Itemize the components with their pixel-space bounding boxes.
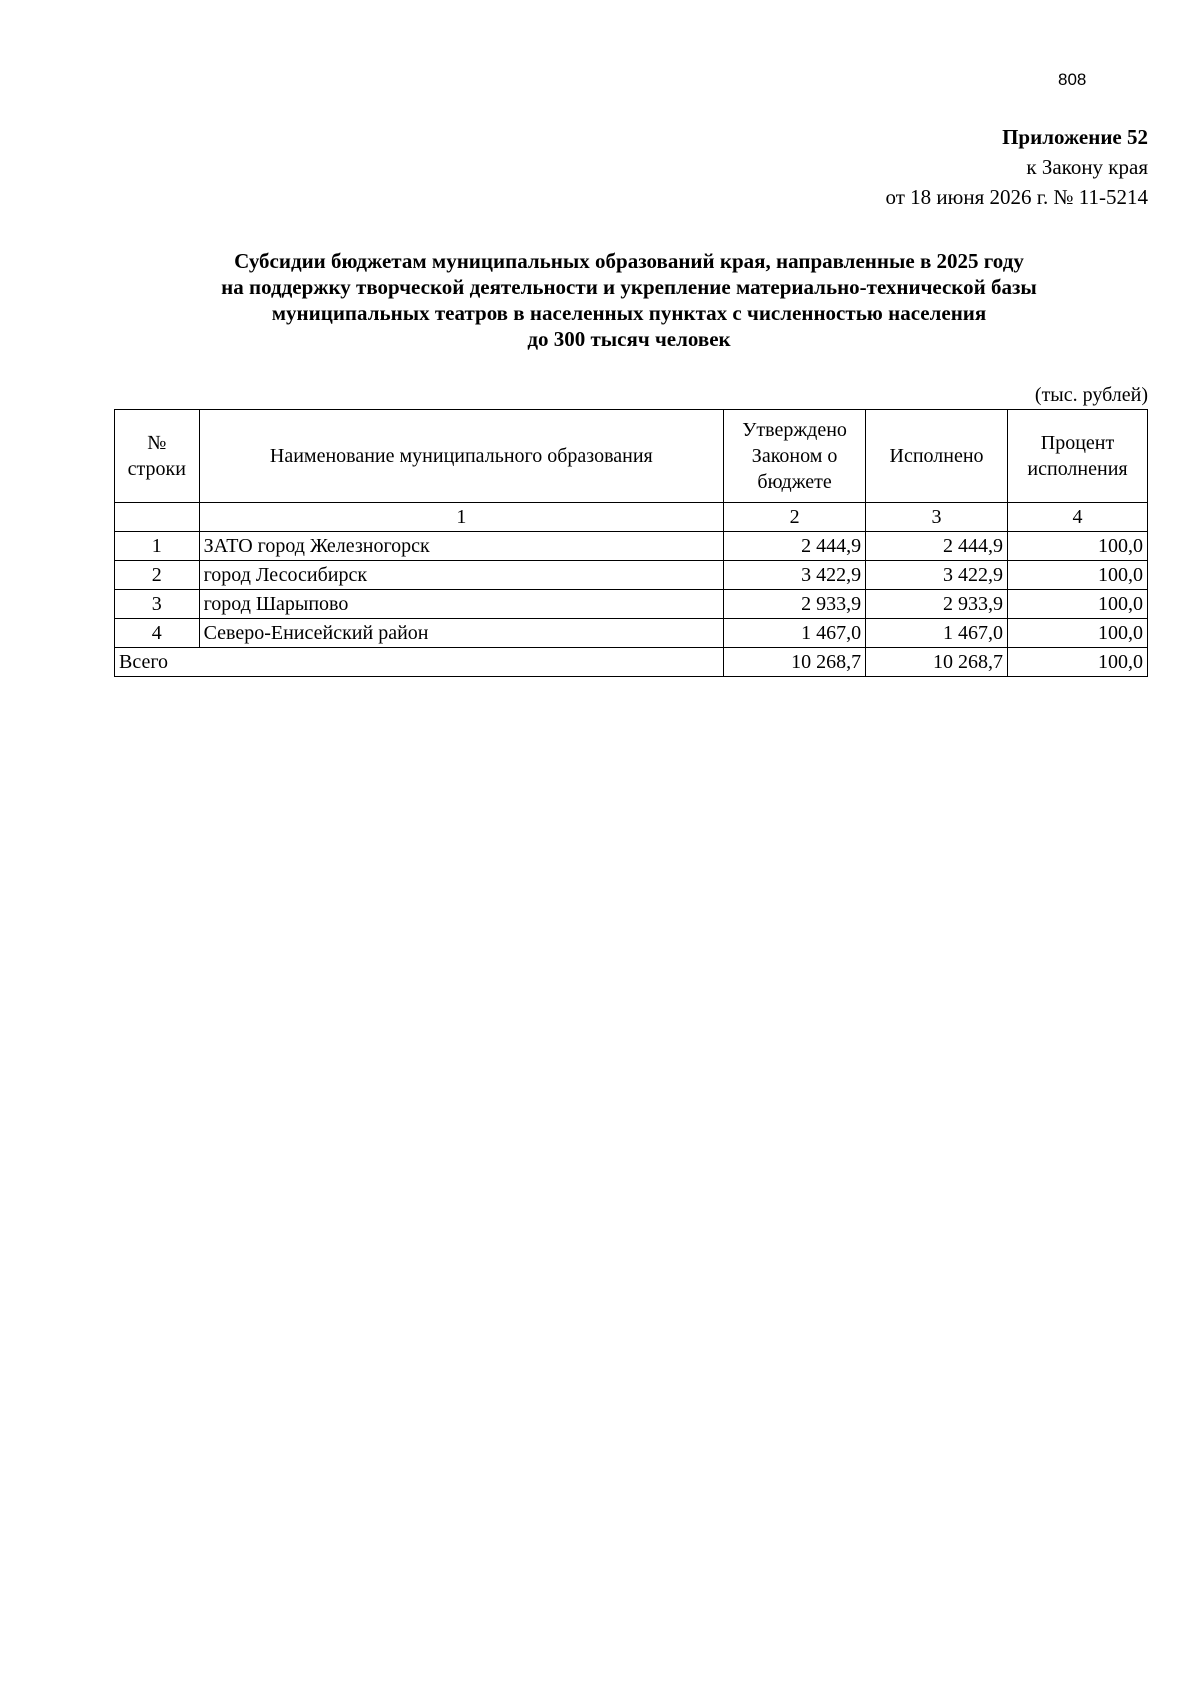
header-row-number bbox=[115, 410, 200, 503]
percent-value: 100,0 bbox=[1008, 590, 1148, 619]
percent-value: 100,0 bbox=[1008, 561, 1148, 590]
total-executed: 10 268,7 bbox=[866, 648, 1008, 677]
executed-value: 3 422,9 bbox=[866, 561, 1008, 590]
column-index: 2 bbox=[724, 503, 866, 532]
header-text: Законом о bbox=[751, 445, 838, 467]
page-number: 808 bbox=[1058, 70, 1087, 89]
header-approved bbox=[724, 410, 866, 503]
executed-value: 1 467,0 bbox=[866, 619, 1008, 648]
header-executed: Исполнено bbox=[866, 410, 1008, 503]
table-row bbox=[115, 590, 1148, 619]
row-number: 4 bbox=[115, 619, 200, 648]
appendix-law-line: к Закону края bbox=[1026, 155, 1148, 179]
column-index-row bbox=[115, 503, 1148, 532]
header-percent bbox=[1008, 410, 1148, 503]
percent-value: 100,0 bbox=[1008, 532, 1148, 561]
percent-value: 100,0 bbox=[1008, 619, 1148, 648]
column-index bbox=[115, 503, 200, 532]
column-index: 3 bbox=[866, 503, 1008, 532]
row-number: 3 bbox=[115, 590, 200, 619]
total-percent: 100,0 bbox=[1008, 648, 1148, 677]
title-line: муниципальных театров в населенных пунктах с численностью населения bbox=[271, 301, 987, 325]
approved-value: 2 444,9 bbox=[724, 532, 866, 561]
header-row bbox=[115, 410, 1148, 503]
table-row bbox=[115, 532, 1148, 561]
appendix-date-line: от 18 июня 2026 г. № 11-5214 bbox=[885, 185, 1148, 209]
title-line: на поддержку творческой деятельности и укрепление материально-технической базы bbox=[221, 275, 1037, 299]
header-text: № bbox=[147, 432, 167, 454]
executed-value: 2 444,9 bbox=[866, 532, 1008, 561]
header-municipality-name: Наименование муниципального образования bbox=[199, 410, 724, 503]
row-number: 1 bbox=[115, 532, 200, 561]
column-index: 4 bbox=[1008, 503, 1148, 532]
unit-label: (тыс. рублей) bbox=[1034, 384, 1148, 406]
executed-value: 2 933,9 bbox=[866, 590, 1008, 619]
total-approved: 10 268,7 bbox=[724, 648, 866, 677]
appendix-block bbox=[886, 122, 1148, 212]
table-row bbox=[115, 619, 1148, 648]
document-title bbox=[114, 248, 1144, 352]
header-text: бюджете bbox=[757, 471, 832, 493]
approved-value: 3 422,9 bbox=[724, 561, 866, 590]
header-text: исполнения bbox=[1027, 458, 1128, 480]
total-row bbox=[115, 648, 1148, 677]
row-number: 2 bbox=[115, 561, 200, 590]
header-text: строки bbox=[127, 458, 186, 480]
title-line: до 300 тысяч человек bbox=[527, 327, 731, 351]
total-label: Всего bbox=[115, 648, 724, 677]
appendix-title: Приложение 52 bbox=[1002, 125, 1148, 149]
header-text: Утверждено bbox=[742, 419, 847, 441]
municipality-name: Северо-Енисейский район bbox=[199, 619, 724, 648]
municipality-name: ЗАТО город Железногорск bbox=[199, 532, 724, 561]
header-text: Процент bbox=[1040, 432, 1115, 454]
approved-value: 2 933,9 bbox=[724, 590, 866, 619]
municipality-name: город Лесосибирск bbox=[199, 561, 724, 590]
approved-value: 1 467,0 bbox=[724, 619, 866, 648]
subsidies-table bbox=[114, 409, 1148, 677]
column-index: 1 bbox=[199, 503, 724, 532]
table-row bbox=[115, 561, 1148, 590]
title-line: Субсидии бюджетам муниципальных образований края, направленные в 2025 году bbox=[234, 249, 1024, 273]
municipality-name: город Шарыпово bbox=[199, 590, 724, 619]
